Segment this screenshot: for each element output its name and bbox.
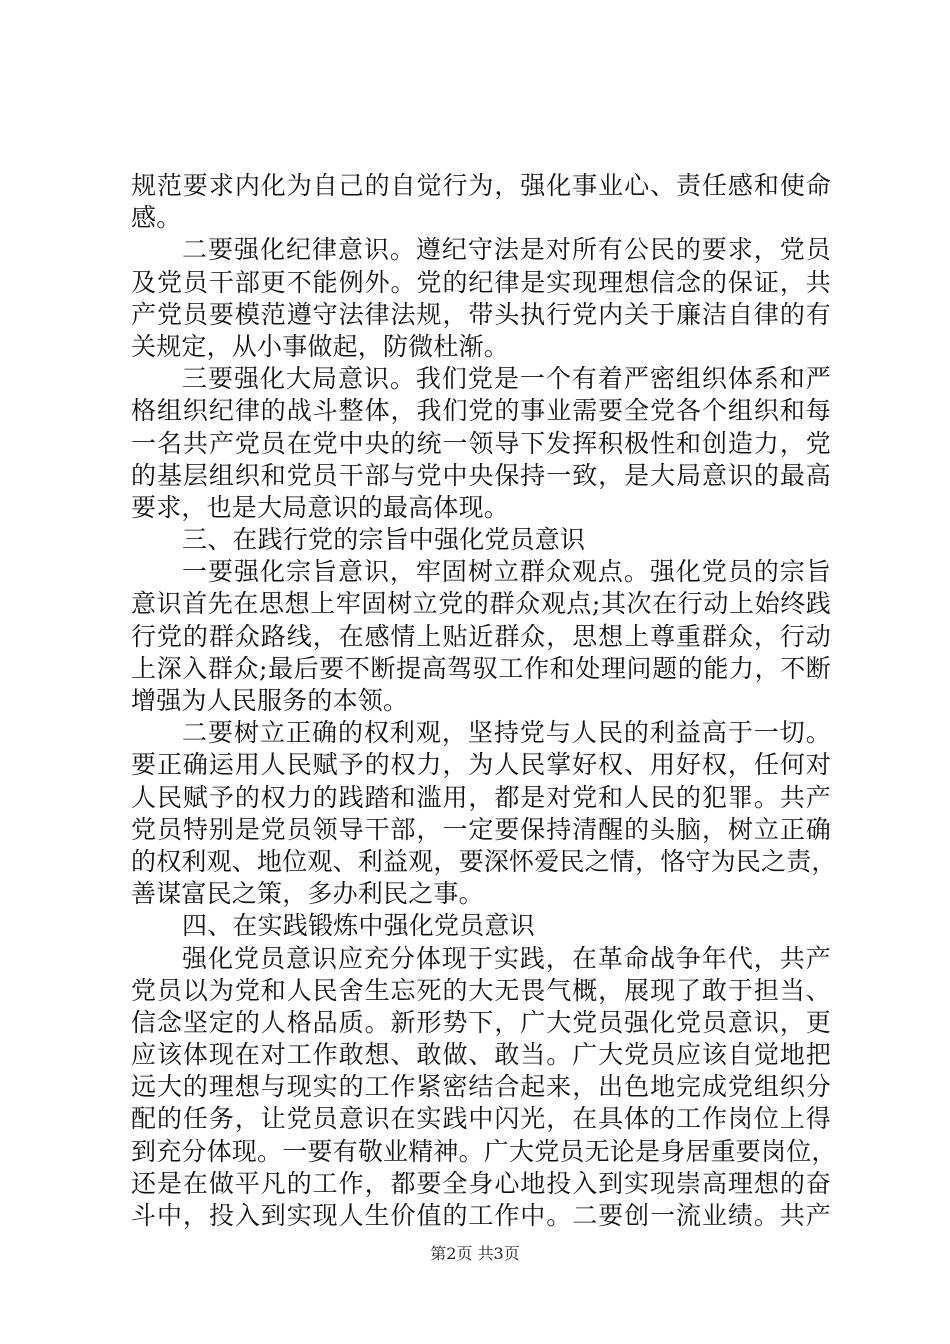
text-line: 一要强化宗旨意识，牢固树立群众观点。强化党员的宗旨	[182, 557, 831, 587]
text-line: 应该体现在对工作敢想、敢做、敢当。广大党员应该自觉地把	[131, 1040, 831, 1070]
text-line: 配的任务，让党员意识在实践中闪光，在具体的工作岗位上得	[131, 1104, 831, 1134]
text-line: 到充分体现。一要有敬业精神。广大党员无论是身居重要岗位，	[131, 1136, 837, 1166]
text-line: 党员以为党和人民舍生忘死的大无畏气概，展现了敢于担当、	[131, 975, 831, 1005]
text-line: 增强为人民服务的本领。	[131, 686, 409, 715]
text-line: 一名共产党员在党中央的统一领导下发挥积极性和创造力，党	[131, 428, 831, 458]
text-line: 感。	[131, 203, 182, 233]
document-body	[131, 170, 837, 1232]
text-line: 三、在践行党的宗旨中强化党员意识	[182, 525, 586, 555]
text-line: 二要树立正确的权利观，坚持党与人民的利益高于一切。	[182, 718, 831, 748]
text-line: 要求，也是大局意识的最高体现。	[131, 492, 510, 522]
text-line: 信念坚定的人格品质。新形势下，广大党员强化党员意识，更	[131, 1007, 831, 1037]
page-number-footer: 第2页 共3页	[430, 1244, 520, 1263]
text-line: 关规定，从小事做起，防微杜渐。	[131, 331, 510, 361]
text-line: 三要强化大局意识。我们党是一个有着严密组织体系和严	[182, 364, 831, 394]
text-line: 人民赋予的权力的践踏和滥用，都是对党和人民的犯罪。共产	[131, 782, 831, 812]
text-line: 四、在实践锻炼中强化党员意识	[182, 911, 535, 941]
text-line: 远大的理想与现实的工作紧密结合起来，出色地完成党组织分	[131, 1072, 831, 1102]
text-line: 规范要求内化为自己的自觉行为，强化事业心、责任感和使命	[131, 171, 831, 200]
text-line: 强化党员意识应充分体现于实践，在革命战争年代，共产	[182, 943, 831, 973]
text-line: 及党员干部更不能例外。党的纪律是实现理想信念的保证，共	[131, 267, 831, 297]
text-line: 还是在做平凡的工作，都要全身心地投入到实现崇高理想的奋	[131, 1168, 831, 1198]
text-line: 格组织纪律的战斗整体，我们党的事业需要全党各个组织和每	[131, 396, 831, 426]
text-line: 产党员要模范遵守法律法规，带头执行党内关于廉洁自律的有	[131, 299, 831, 329]
text-line: 党员特别是党员领导干部，一定要保持清醒的头脑，树立正确	[131, 814, 831, 844]
text-line: 意识首先在思想上牢固树立党的群众观点;其次在行动上始终践	[131, 589, 831, 619]
text-line: 行党的群众路线，在感情上贴近群众，思想上尊重群众，行动	[131, 621, 831, 651]
text-line: 的基层组织和党员干部与党中央保持一致，是大局意识的最高	[131, 460, 831, 490]
text-line: 要正确运用人民赋予的权力，为人民掌好权、用好权，任何对	[131, 750, 831, 780]
text-line: 善谋富民之策，多办利民之事。	[131, 879, 484, 909]
text-line: 上深入群众;最后要不断提高驾驭工作和处理问题的能力，不断	[131, 653, 831, 683]
text-line: 斗中，投入到实现人生价值的工作中。二要创一流业绩。共产	[131, 1201, 831, 1230]
text-line: 的权利观、地位观、利益观，要深怀爱民之情，恪守为民之责，	[131, 846, 837, 876]
text-line: 二要强化纪律意识。遵纪守法是对所有公民的要求，党员	[182, 235, 831, 265]
